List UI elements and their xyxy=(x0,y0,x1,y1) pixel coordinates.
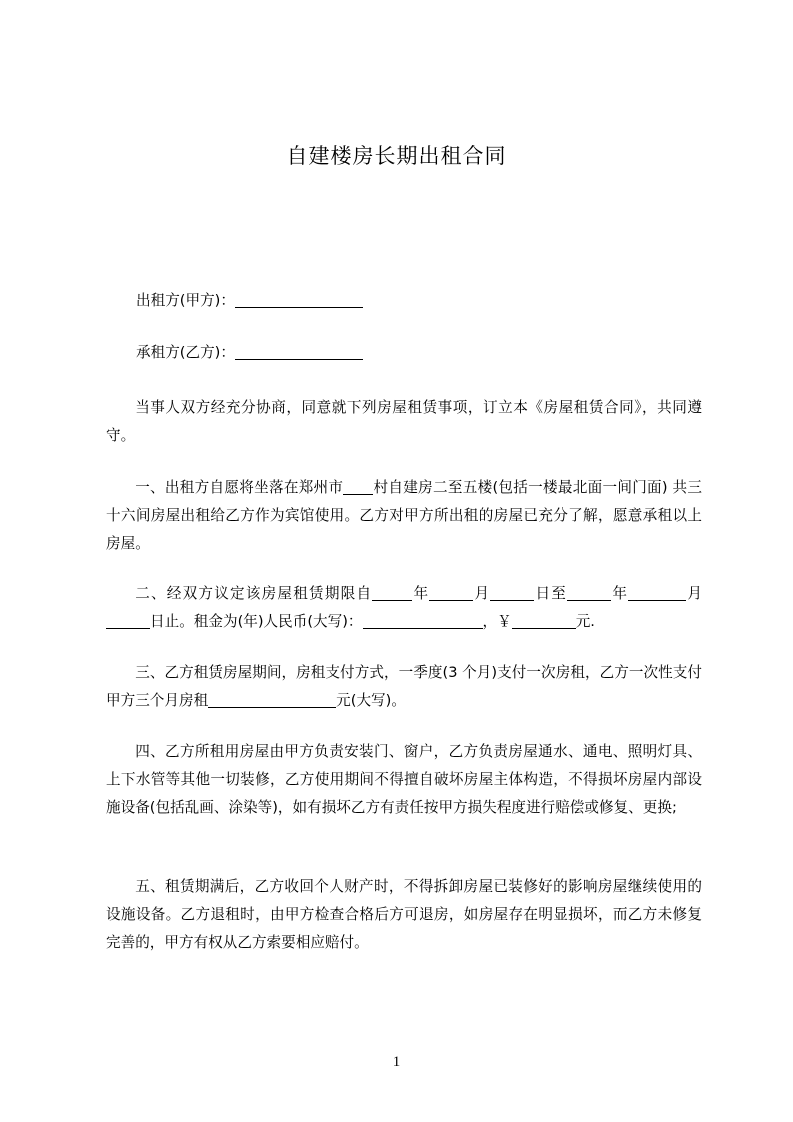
rent-words-blank xyxy=(363,613,483,629)
clause-2-rent-text: 日止。租金为(年)人民币(大写)： xyxy=(150,613,363,630)
clause-2-yen: ，￥ xyxy=(482,613,512,630)
clause-2-yuan: 元. xyxy=(575,613,595,630)
clause-2-year-1: 年 xyxy=(412,585,430,602)
village-blank xyxy=(343,479,373,495)
clause-3-text-a: 三、乙方租赁房屋期间，房租支付方式，一季度(3 个月)支付一次房租，乙方一次性支付甲方三个月房租 xyxy=(106,664,702,709)
quarter-rent-blank xyxy=(208,692,336,708)
rent-amount-blank xyxy=(512,613,576,629)
clause-3-text-b: 元(大写)。 xyxy=(336,692,406,709)
clause-3 xyxy=(106,659,702,715)
intro-paragraph: 当事人双方经充分协商，同意就下列房屋租赁事项，订立本《房屋租赁合同》，共同遵守。 xyxy=(106,399,702,444)
clause-2 xyxy=(106,580,702,636)
lessee-line xyxy=(136,339,736,367)
clause-2-day-to: 日至 xyxy=(534,585,568,602)
clause-1-text-b: 村自建房二至五楼(包括一楼最北面一间门面) 共三十六间房屋出租给乙方作为宾馆使用。乙方对甲方所出租的房屋已充分了解，愿意承租以上房屋。 xyxy=(106,479,702,552)
end-month-blank xyxy=(628,585,686,601)
document-title: 自建楼房长期出租合同 xyxy=(286,144,507,168)
clause-4: 四、乙方所租用房屋由甲方负责安装门、窗户，乙方负责房屋通水、通电、照明灯具、上下水管等其他一切装修，乙方使用期间不得擅自破坏房屋主体构造，不得损坏房屋内部设施设备(包括乱画、涂染等)，如有损坏乙方有责任按甲方损失程度进行赔偿或修复、更换; xyxy=(106,743,702,816)
lessor-line xyxy=(136,287,736,315)
clause-5: 五、租赁期满后，乙方收回个人财产时，不得拆卸房屋已装修好的影响房屋继续使用的设施设备。乙方退租时，由甲方检查合格后方可退房，如房屋存在明显损坏，而乙方未修复完善的，甲方有权从乙方索要相应赔付。 xyxy=(106,878,702,951)
end-year-blank xyxy=(567,585,611,601)
clause-2-year-2: 年 xyxy=(611,585,629,602)
start-day-blank xyxy=(490,585,534,601)
clause-2-month-2: 月 xyxy=(686,585,702,602)
clause-2-month-1: 月 xyxy=(473,585,491,602)
lessor-label: 出租方(甲方)： xyxy=(136,292,235,309)
page-number: 1 xyxy=(392,1054,401,1070)
end-day-blank xyxy=(106,613,150,629)
start-year-blank xyxy=(372,585,412,601)
clause-2-text-a: 二、经双方议定该房屋租赁期限自 xyxy=(135,585,373,602)
start-month-blank xyxy=(429,585,473,601)
lessor-blank xyxy=(235,292,363,308)
lessee-blank xyxy=(235,344,363,360)
lessee-label: 承租方(乙方)： xyxy=(136,344,235,361)
clause-1 xyxy=(106,474,702,558)
clause-1-text-a: 一、出租方自愿将坐落在郑州市 xyxy=(135,479,344,496)
